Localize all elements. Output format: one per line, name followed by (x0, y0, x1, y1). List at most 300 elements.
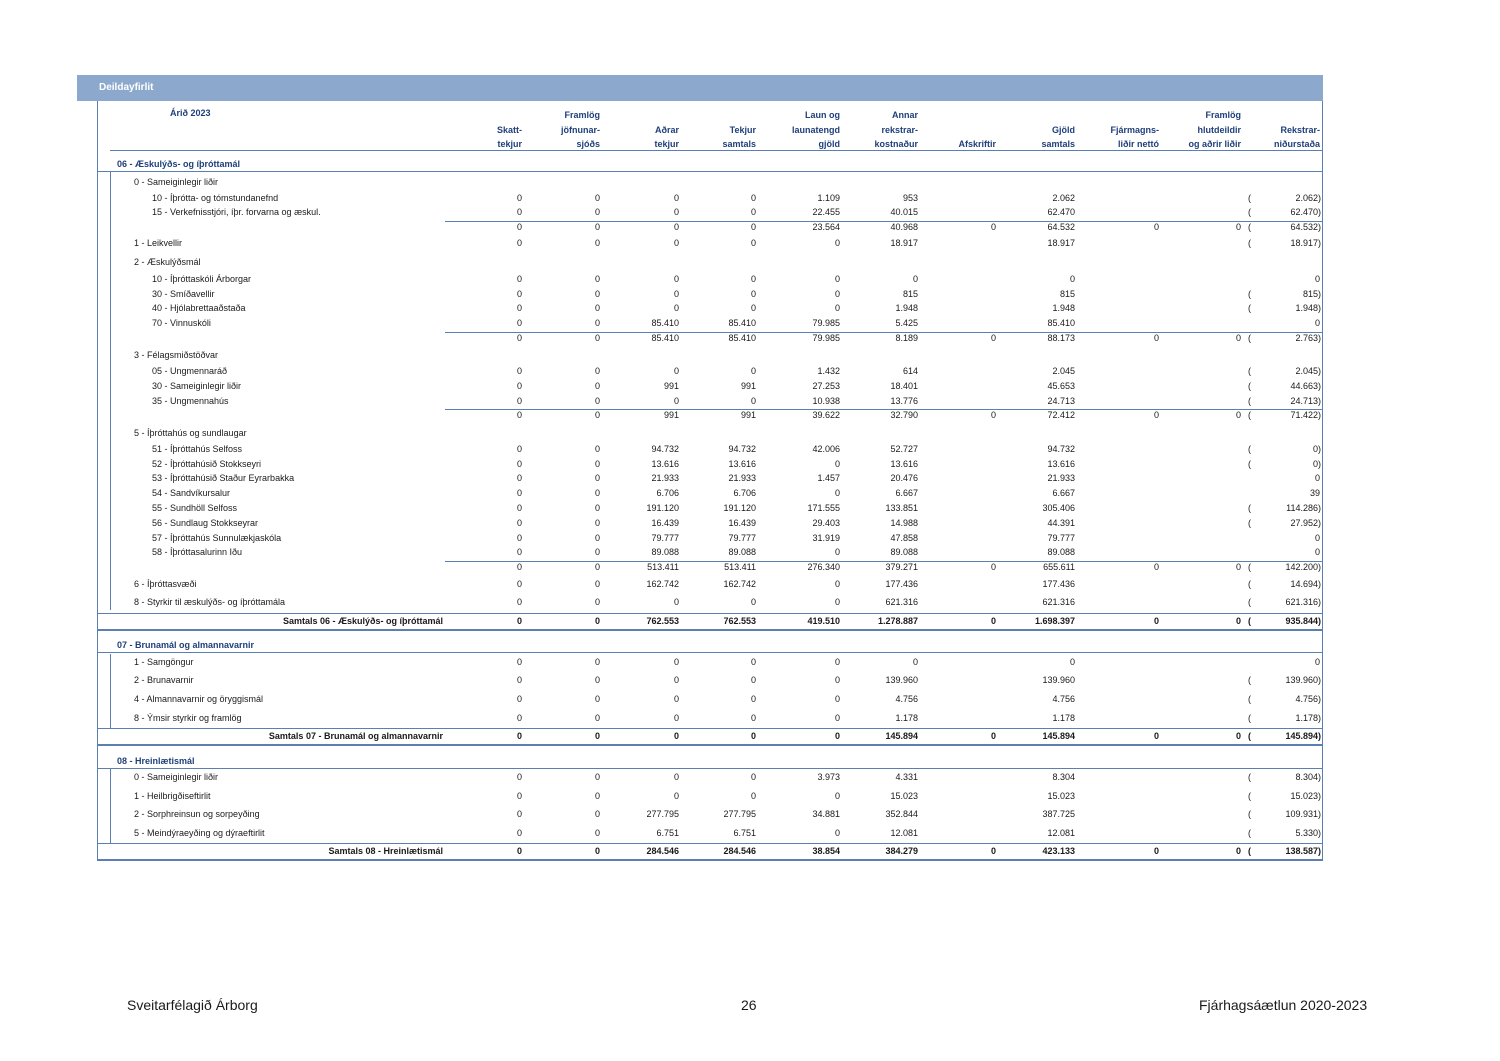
line-item-label: 58 - Íþróttasalurinn Iðu (152, 547, 243, 557)
neg-close-paren: ) (1318, 410, 1321, 420)
neg-open-paren: ( (1248, 459, 1251, 469)
cell-tekjur-samtals: 6.751 (733, 828, 756, 838)
neg-close-paren: ) (1318, 597, 1321, 607)
line-item-label: 52 - Íþróttahúsið Stokkseyri (152, 459, 262, 469)
neg-open-paren: ( (1248, 731, 1251, 741)
neg-close-paren: ) (1318, 772, 1321, 782)
cell-laun: 0 (834, 547, 840, 557)
cell-rekstrarnidurstada: 2.045 (1295, 366, 1318, 376)
cell-gjold-samtals: 45.653 (1047, 381, 1075, 391)
neg-open-paren: ( (1248, 579, 1251, 589)
cell-adrar-tekjur: 0 (673, 694, 679, 704)
cell-skattekjur: 0 (516, 366, 522, 376)
total-label: Samtals 08 - Hreinlætismál (328, 846, 443, 856)
year-label: Árið 2023 (170, 108, 211, 118)
cell-annar-rekstrarkostnadur: 13.616 (890, 459, 918, 469)
cell-framlog-jofnunarsjods: 0 (594, 579, 600, 589)
col-header-laun: Laun og launatengd gjöld (791, 110, 840, 149)
neg-close-paren: ) (1318, 459, 1321, 469)
cell-rekstrarnidurstada: 0 (1314, 274, 1320, 284)
group-label: 0 - Sameiginlegir liðir (134, 772, 219, 782)
cell-rekstrarnidurstada: 621.316 (1285, 597, 1318, 607)
cell-tekjur-samtals: 13.616 (728, 459, 756, 469)
cell-tekjur-samtals: 513.411 (724, 562, 756, 572)
line-item-label: 40 - Hjólabrettaaðstaða (152, 303, 246, 313)
cell-tekjur-samtals: 0 (750, 193, 756, 203)
neg-open-paren: ( (1248, 694, 1251, 704)
cell-tekjur-samtals: 0 (750, 675, 756, 685)
cell-annar-rekstrarkostnadur: 20.476 (890, 473, 918, 483)
cell-rekstrarnidurstada: 44.663 (1290, 381, 1318, 391)
cell-annar-rekstrarkostnadur: 352.844 (885, 809, 918, 819)
cell-framlog-jofnunarsjods: 0 (594, 381, 600, 391)
neg-open-paren: ( (1248, 303, 1251, 313)
cell-annar-rekstrarkostnadur: 177.436 (885, 579, 918, 589)
group-label: 1 - Heilbrigðiseftirlit (134, 791, 211, 801)
neg-open-paren: ( (1248, 396, 1251, 406)
cell-tekjur-samtals: 991 (740, 410, 756, 420)
cell-framlog-jofnunarsjods: 0 (594, 846, 600, 856)
cell-laun: 79.985 (812, 318, 840, 328)
cell-framlog-jofnunarsjods: 0 (594, 828, 600, 838)
cell-adrar-tekjur: 0 (673, 597, 679, 607)
neg-close-paren: ) (1318, 222, 1321, 232)
neg-open-paren: ( (1248, 366, 1251, 376)
cell-adrar-tekjur: 0 (673, 791, 679, 801)
cell-gjold-samtals: 79.777 (1047, 533, 1075, 543)
line-item-label: 10 - Íþrótta- og tómstundanefnd (152, 193, 279, 203)
col-header-afskriftir: Afskriftir (958, 139, 996, 149)
cell-annar-rekstrarkostnadur: 1.178 (895, 713, 918, 723)
cell-tekjur-samtals: 89.088 (728, 547, 756, 557)
cell-laun: 0 (834, 274, 840, 284)
neg-open-paren: ( (1248, 518, 1251, 528)
cell-rekstrarnidurstada: 145.894 (1285, 731, 1318, 741)
neg-close-paren: ) (1318, 503, 1321, 513)
cell-skattekjur: 0 (516, 488, 522, 498)
cell-laun: 29.403 (812, 518, 840, 528)
cell-adrar-tekjur: 85.410 (651, 318, 679, 328)
report-title: Deildayfirlit (99, 82, 154, 93)
cell-gjold-samtals: 72.412 (1047, 410, 1075, 420)
cell-annar-rekstrarkostnadur: 384.279 (885, 846, 918, 856)
cell-gjold-samtals: 387.725 (1042, 809, 1075, 819)
line-item-label: 57 - Íþróttahús Sunnulækjaskóla (152, 533, 282, 543)
section-heading: 07 - Brunamál og almannavarnir (117, 640, 255, 650)
cell-tekjur-samtals: 0 (750, 289, 756, 299)
cell-rekstrarnidurstada: 1.178 (1295, 713, 1318, 723)
neg-close-paren: ) (1318, 694, 1321, 704)
group-label: 8 - Styrkir til æskulýðs- og íþróttamála (134, 597, 286, 607)
cell-skattekjur: 0 (516, 193, 522, 203)
neg-open-paren: ( (1248, 809, 1251, 819)
cell-gjold-samtals: 24.713 (1047, 396, 1075, 406)
col-header-framlog-jofnunarsjods: Framlög jöfnunar- sjóðs (561, 110, 600, 149)
neg-close-paren: ) (1318, 444, 1321, 454)
cell-laun: 34.881 (812, 809, 840, 819)
cell-tekjur-samtals: 0 (750, 238, 756, 248)
line-item-label: 35 - Ungmennahús (152, 396, 229, 406)
cell-adrar-tekjur: 0 (673, 731, 679, 741)
cell-annar-rekstrarkostnadur: 1.278.887 (877, 616, 918, 626)
neg-open-paren: ( (1248, 562, 1251, 572)
total-rule-bottom (97, 744, 1323, 746)
cell-adrar-tekjur: 16.439 (651, 518, 679, 528)
cell-annar-rekstrarkostnadur: 953 (902, 193, 918, 203)
cell-skattekjur: 0 (516, 518, 522, 528)
neg-close-paren: ) (1318, 791, 1321, 801)
neg-close-paren: ) (1318, 562, 1321, 572)
neg-open-paren: ( (1248, 772, 1251, 782)
cell-gjold-samtals: 85.410 (1047, 318, 1075, 328)
cell-gjold-samtals: 2.062 (1052, 193, 1075, 203)
cell-framlog-jofnunarsjods: 0 (594, 562, 600, 572)
cell-gjold-samtals: 621.316 (1042, 597, 1075, 607)
line-item-label: 10 - Íþróttaskóli Árborgar (152, 274, 252, 284)
cell-annar-rekstrarkostnadur: 139.960 (885, 675, 918, 685)
cell-annar-rekstrarkostnadur: 47.858 (890, 533, 918, 543)
cell-tekjur-samtals: 991 (740, 381, 756, 391)
cell-rekstrarnidurstada: 0 (1314, 657, 1320, 667)
cell-laun: 0 (834, 731, 840, 741)
cell-rekstrarnidurstada: 139.960 (1285, 675, 1318, 685)
cell-gjold-samtals: 13.616 (1047, 459, 1075, 469)
neg-open-paren: ( (1248, 675, 1251, 685)
cell-laun: 0 (834, 303, 840, 313)
col-header-annar-rekstrarkostnadur: Annar rekstrar- kostnaður (874, 110, 918, 149)
cell-laun: 23.564 (812, 222, 840, 232)
cell-framlog-jofnunarsjods: 0 (594, 333, 600, 343)
cell-skattekjur: 0 (516, 503, 522, 513)
cell-gjold-samtals: 0 (1069, 657, 1075, 667)
footer-report-name: Fjárhagsáætlun 2020-2023 (1199, 997, 1368, 1013)
footer-municipality: Sveitarfélagið Árborg (127, 997, 258, 1013)
cell-skattekjur: 0 (516, 846, 522, 856)
section-heading: 06 - Æskulýðs- og íþróttamál (117, 159, 241, 169)
cell-rekstrarnidurstada: 0 (1314, 318, 1320, 328)
cell-framlog-hlutdeildir: 0 (1235, 616, 1241, 626)
cell-fjarmagnslidir: 0 (1153, 333, 1159, 343)
neg-close-paren: ) (1318, 193, 1321, 203)
cell-tekjur-samtals: 0 (750, 657, 756, 667)
neg-open-paren: ( (1248, 791, 1251, 801)
cell-skattekjur: 0 (516, 444, 522, 454)
cell-tekjur-samtals: 94.732 (728, 444, 756, 454)
cell-rekstrarnidurstada: 0 (1312, 444, 1318, 454)
cell-adrar-tekjur: 991 (663, 410, 679, 420)
neg-close-paren: ) (1318, 846, 1321, 856)
cell-afskriftir: 0 (990, 222, 996, 232)
cell-rekstrarnidurstada: 935.844 (1285, 616, 1318, 626)
cell-tekjur-samtals: 79.777 (728, 533, 756, 543)
cell-skattekjur: 0 (516, 289, 522, 299)
cell-annar-rekstrarkostnadur: 614 (902, 366, 918, 376)
cell-laun: 0 (834, 694, 840, 704)
cell-skattekjur: 0 (516, 238, 522, 248)
cell-adrar-tekjur: 85.410 (651, 333, 679, 343)
indent-rule-08 (110, 769, 111, 843)
cell-adrar-tekjur: 991 (663, 381, 679, 391)
line-item-label: 15 - Verkefnisstjóri, íþr. forvarna og æskul. (152, 207, 321, 217)
cell-framlog-jofnunarsjods: 0 (594, 772, 600, 782)
cell-gjold-samtals: 6.667 (1052, 488, 1075, 498)
cell-adrar-tekjur: 6.751 (656, 828, 679, 838)
neg-open-paren: ( (1248, 333, 1251, 343)
cell-gjold-samtals: 655.611 (1043, 562, 1075, 572)
cell-annar-rekstrarkostnadur: 0 (912, 274, 918, 284)
cell-gjold-samtals: 94.732 (1047, 444, 1075, 454)
cell-tekjur-samtals: 0 (750, 597, 756, 607)
cell-framlog-jofnunarsjods: 0 (594, 547, 600, 557)
cell-laun: 79.985 (812, 333, 840, 343)
total-label: Samtals 07 - Brunamál og almannavarnir (268, 731, 443, 741)
neg-open-paren: ( (1248, 846, 1251, 856)
cell-skattekjur: 0 (516, 675, 522, 685)
cell-adrar-tekjur: 6.706 (656, 488, 679, 498)
cell-framlog-hlutdeildir: 0 (1235, 846, 1241, 856)
cell-tekjur-samtals: 0 (750, 791, 756, 801)
section-heading: 08 - Hreinlætismál (117, 756, 195, 766)
cell-gjold-samtals: 8.304 (1052, 772, 1075, 782)
col-header-adrar-tekjur: Aðrar tekjur (654, 124, 679, 149)
cell-laun: 276.340 (807, 562, 840, 572)
cell-gjold-samtals: 88.173 (1047, 333, 1075, 343)
cell-laun: 171.555 (807, 503, 840, 513)
neg-open-paren: ( (1248, 381, 1251, 391)
line-item-label: 53 - Íþróttahúsið Staður Eyrarbakka (152, 473, 295, 483)
cell-skattekjur: 0 (516, 547, 522, 557)
cell-skattekjur: 0 (516, 318, 522, 328)
header-rule (110, 150, 1322, 151)
cell-skattekjur: 0 (516, 809, 522, 819)
cell-rekstrarnidurstada: 39 (1309, 488, 1320, 498)
cell-framlog-jofnunarsjods: 0 (594, 713, 600, 723)
cell-annar-rekstrarkostnadur: 89.088 (890, 547, 918, 557)
cell-gjold-samtals: 89.088 (1047, 547, 1075, 557)
cell-rekstrarnidurstada: 8.304 (1295, 772, 1318, 782)
cell-tekjur-samtals: 0 (750, 366, 756, 376)
cell-tekjur-samtals: 277.795 (723, 809, 756, 819)
cell-fjarmagnslidir: 0 (1153, 731, 1159, 741)
cell-tekjur-samtals: 6.706 (733, 488, 756, 498)
cell-skattekjur: 0 (516, 207, 522, 217)
cell-adrar-tekjur: 0 (673, 238, 679, 248)
cell-afskriftir: 0 (990, 731, 996, 741)
cell-gjold-samtals: 1.178 (1052, 713, 1075, 723)
cell-laun: 0 (834, 579, 840, 589)
cell-framlog-jofnunarsjods: 0 (594, 238, 600, 248)
cell-laun: 0 (834, 488, 840, 498)
cell-rekstrarnidurstada: 18.917 (1290, 238, 1318, 248)
cell-afskriftir: 0 (990, 333, 996, 343)
cell-adrar-tekjur: 0 (673, 289, 679, 299)
cell-gjold-samtals: 815 (1059, 289, 1075, 299)
cell-laun: 39.622 (812, 410, 840, 420)
cell-adrar-tekjur: 0 (673, 675, 679, 685)
neg-close-paren: ) (1318, 731, 1321, 741)
cell-tekjur-samtals: 0 (750, 396, 756, 406)
line-item-label: 30 - Smíðavellir (152, 289, 215, 299)
cell-framlog-jofnunarsjods: 0 (594, 597, 600, 607)
cell-rekstrarnidurstada: 2.763 (1295, 333, 1318, 343)
cell-laun: 1.457 (817, 473, 840, 483)
cell-rekstrarnidurstada: 0 (1312, 459, 1318, 469)
cell-tekjur-samtals: 0 (750, 772, 756, 782)
line-item-label: 05 - Ungmennaráð (152, 366, 228, 376)
cell-rekstrarnidurstada: 2.062 (1295, 193, 1318, 203)
cell-rekstrarnidurstada: 815 (1302, 289, 1318, 299)
report-header-bar (77, 75, 1323, 101)
cell-rekstrarnidurstada: 64.532 (1290, 222, 1318, 232)
cell-framlog-jofnunarsjods: 0 (594, 694, 600, 704)
indent-rule-07 (110, 654, 111, 729)
cell-framlog-jofnunarsjods: 0 (594, 675, 600, 685)
table-frame-left (97, 101, 98, 861)
cell-skattekjur: 0 (516, 791, 522, 801)
col-header-rekstrarnidurstada: Rekstrar- niðurstaða (1273, 124, 1320, 149)
cell-framlog-jofnunarsjods: 0 (594, 791, 600, 801)
cell-adrar-tekjur: 0 (673, 366, 679, 376)
cell-tekjur-samtals: 0 (750, 303, 756, 313)
neg-open-paren: ( (1248, 503, 1251, 513)
cell-laun: 0 (834, 713, 840, 723)
cell-tekjur-samtals: 16.439 (728, 518, 756, 528)
neg-open-paren: ( (1248, 193, 1251, 203)
cell-rekstrarnidurstada: 24.713 (1290, 396, 1318, 406)
cell-rekstrarnidurstada: 0 (1314, 547, 1320, 557)
cell-rekstrarnidurstada: 114.286 (1286, 503, 1318, 513)
cell-laun: 0 (834, 597, 840, 607)
cell-skattekjur: 0 (516, 731, 522, 741)
section-rule (98, 652, 1322, 653)
cell-framlog-jofnunarsjods: 0 (594, 303, 600, 313)
cell-annar-rekstrarkostnadur: 621.316 (885, 597, 918, 607)
neg-close-paren: ) (1318, 207, 1321, 217)
cell-annar-rekstrarkostnadur: 379.271 (885, 562, 918, 572)
total-label: Samtals 06 - Æskulýðs- og íþróttamál (282, 616, 443, 626)
neg-open-paren: ( (1248, 410, 1251, 420)
cell-framlog-jofnunarsjods: 0 (594, 274, 600, 284)
cell-framlog-jofnunarsjods: 0 (594, 459, 600, 469)
cell-rekstrarnidurstada: 1.948 (1295, 303, 1318, 313)
cell-gjold-samtals: 4.756 (1052, 694, 1075, 704)
cell-skattekjur: 0 (516, 772, 522, 782)
cell-tekjur-samtals: 162.742 (723, 579, 756, 589)
cell-adrar-tekjur: 0 (673, 193, 679, 203)
cell-laun: 0 (834, 459, 840, 469)
cell-rekstrarnidurstada: 0 (1314, 473, 1320, 483)
cell-skattekjur: 0 (516, 303, 522, 313)
cell-adrar-tekjur: 94.732 (651, 444, 679, 454)
subtotal-rule (445, 332, 1322, 333)
cell-tekjur-samtals: 762.553 (723, 616, 756, 626)
neg-close-paren: ) (1318, 366, 1321, 376)
cell-annar-rekstrarkostnadur: 40.015 (890, 207, 918, 217)
cell-tekjur-samtals: 0 (750, 731, 756, 741)
neg-open-paren: ( (1248, 616, 1251, 626)
total-rule-top (98, 728, 1322, 729)
neg-close-paren: ) (1318, 616, 1321, 626)
cell-annar-rekstrarkostnadur: 32.790 (890, 410, 918, 420)
group-label: 6 - Íþróttasvæði (134, 579, 197, 589)
cell-gjold-samtals: 18.917 (1047, 238, 1075, 248)
cell-adrar-tekjur: 162.742 (646, 579, 679, 589)
neg-open-paren: ( (1248, 444, 1251, 454)
cell-gjold-samtals: 145.894 (1042, 731, 1075, 741)
neg-close-paren: ) (1318, 809, 1321, 819)
neg-open-paren: ( (1248, 207, 1251, 217)
cell-tekjur-samtals: 85.410 (728, 318, 756, 328)
cell-tekjur-samtals: 284.546 (723, 846, 756, 856)
cell-laun: 0 (834, 238, 840, 248)
cell-tekjur-samtals: 21.933 (728, 473, 756, 483)
group-label: 3 - Félagsmiðstöðvar (134, 350, 219, 360)
group-label: 5 - Íþróttahús og sundlaugar (134, 428, 247, 438)
cell-framlog-jofnunarsjods: 0 (594, 207, 600, 217)
cell-gjold-samtals: 1.948 (1052, 303, 1075, 313)
cell-annar-rekstrarkostnadur: 145.894 (885, 731, 918, 741)
cell-laun: 0 (834, 289, 840, 299)
neg-close-paren: ) (1318, 828, 1321, 838)
cell-gjold-samtals: 44.391 (1047, 518, 1075, 528)
cell-afskriftir: 0 (990, 846, 996, 856)
total-rule-bottom (97, 859, 1323, 861)
cell-rekstrarnidurstada: 4.756 (1295, 694, 1318, 704)
cell-annar-rekstrarkostnadur: 12.081 (890, 828, 918, 838)
cell-fjarmagnslidir: 0 (1153, 410, 1159, 420)
cell-annar-rekstrarkostnadur: 18.917 (890, 238, 918, 248)
neg-open-paren: ( (1248, 713, 1251, 723)
cell-adrar-tekjur: 0 (673, 396, 679, 406)
cell-annar-rekstrarkostnadur: 8.189 (895, 333, 918, 343)
cell-tekjur-samtals: 85.410 (728, 333, 756, 343)
cell-framlog-jofnunarsjods: 0 (594, 193, 600, 203)
group-label: 5 - Meindýraeyðing og dýraeftirlit (134, 828, 265, 838)
cell-laun: 1.432 (817, 366, 840, 376)
total-rule-top (98, 613, 1322, 614)
cell-framlog-jofnunarsjods: 0 (594, 809, 600, 819)
cell-adrar-tekjur: 0 (673, 207, 679, 217)
neg-open-paren: ( (1248, 289, 1251, 299)
cell-gjold-samtals: 1.698.397 (1034, 616, 1075, 626)
cell-framlog-jofnunarsjods: 0 (594, 731, 600, 741)
cell-framlog-jofnunarsjods: 0 (594, 518, 600, 528)
cell-framlog-jofnunarsjods: 0 (594, 473, 600, 483)
cell-laun: 38.854 (812, 846, 840, 856)
cell-gjold-samtals: 0 (1069, 274, 1075, 284)
cell-laun: 0 (834, 791, 840, 801)
cell-framlog-jofnunarsjods: 0 (594, 410, 600, 420)
cell-gjold-samtals: 62.470 (1047, 207, 1075, 217)
cell-laun: 3.973 (817, 772, 840, 782)
neg-close-paren: ) (1318, 579, 1321, 589)
cell-laun: 22.455 (812, 207, 840, 217)
cell-framlog-jofnunarsjods: 0 (594, 488, 600, 498)
cell-skattekjur: 0 (516, 597, 522, 607)
cell-skattekjur: 0 (516, 828, 522, 838)
line-item-label: 51 - Íþróttahús Selfoss (152, 444, 243, 454)
cell-framlog-jofnunarsjods: 0 (594, 503, 600, 513)
group-label: 1 - Leikvellir (134, 238, 183, 248)
cell-adrar-tekjur: 0 (673, 772, 679, 782)
col-header-framlog-hlutdeildir: Framlög hlutdeildir og aðrir liðir (1188, 110, 1241, 149)
cell-annar-rekstrarkostnadur: 14.988 (890, 518, 918, 528)
cell-tekjur-samtals: 0 (750, 713, 756, 723)
neg-close-paren: ) (1318, 675, 1321, 685)
cell-skattekjur: 0 (516, 333, 522, 343)
group-label: 2 - Brunavarnir (134, 675, 194, 685)
cell-adrar-tekjur: 0 (673, 303, 679, 313)
